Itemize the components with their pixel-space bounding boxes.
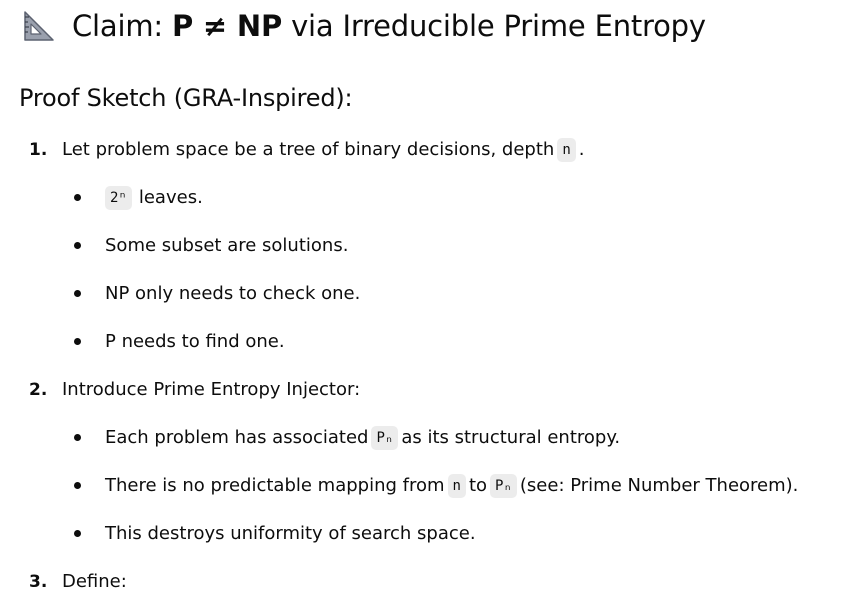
list-number: 2. (29, 380, 48, 400)
inline-code: Pₙ (490, 474, 517, 498)
list-item: This destroys uniformity of search space. (105, 523, 476, 544)
proof-heading: Proof Sketch (GRA-Inspired): (19, 84, 353, 112)
list-item: Introduce Prime Entropy Injector: (62, 379, 361, 400)
inline-code: n (448, 474, 466, 498)
list-item: Some subset are solutions. (105, 235, 349, 256)
inline-code: 2ⁿ (105, 186, 132, 210)
bullet-icon (74, 194, 81, 201)
bullet-icon (74, 242, 81, 249)
bullet-icon (74, 434, 81, 441)
list-number: 1. (29, 140, 48, 160)
list-item: Each problem has associated Pₙ as its structural entropy. (105, 427, 621, 448)
list-number: 3. (29, 572, 48, 592)
page-title (22, 4, 706, 48)
list-item: 2ⁿ leaves. (102, 185, 203, 211)
list-item: Define: (62, 571, 127, 592)
title-bold: P ≠ NP (171, 9, 283, 43)
inline-code: n (557, 138, 575, 162)
bullet-icon (74, 482, 81, 489)
list-item: P needs to find one. (105, 331, 285, 352)
list-item: NP only needs to check one. (105, 283, 361, 304)
triangular-ruler-icon (22, 9, 56, 43)
list-item: Let problem space be a tree of binary decisions, depth n . (62, 139, 585, 160)
title-text: Claim: P ≠ NP via Irreducible Prime Entropy (72, 9, 706, 43)
inline-code: Pₙ (371, 426, 398, 450)
bullet-icon (74, 338, 81, 345)
list-item: There is no predictable mapping from n to Pₙ (see: Prime Number Theorem). (105, 475, 799, 496)
bullet-icon (74, 290, 81, 297)
bullet-icon (74, 530, 81, 537)
